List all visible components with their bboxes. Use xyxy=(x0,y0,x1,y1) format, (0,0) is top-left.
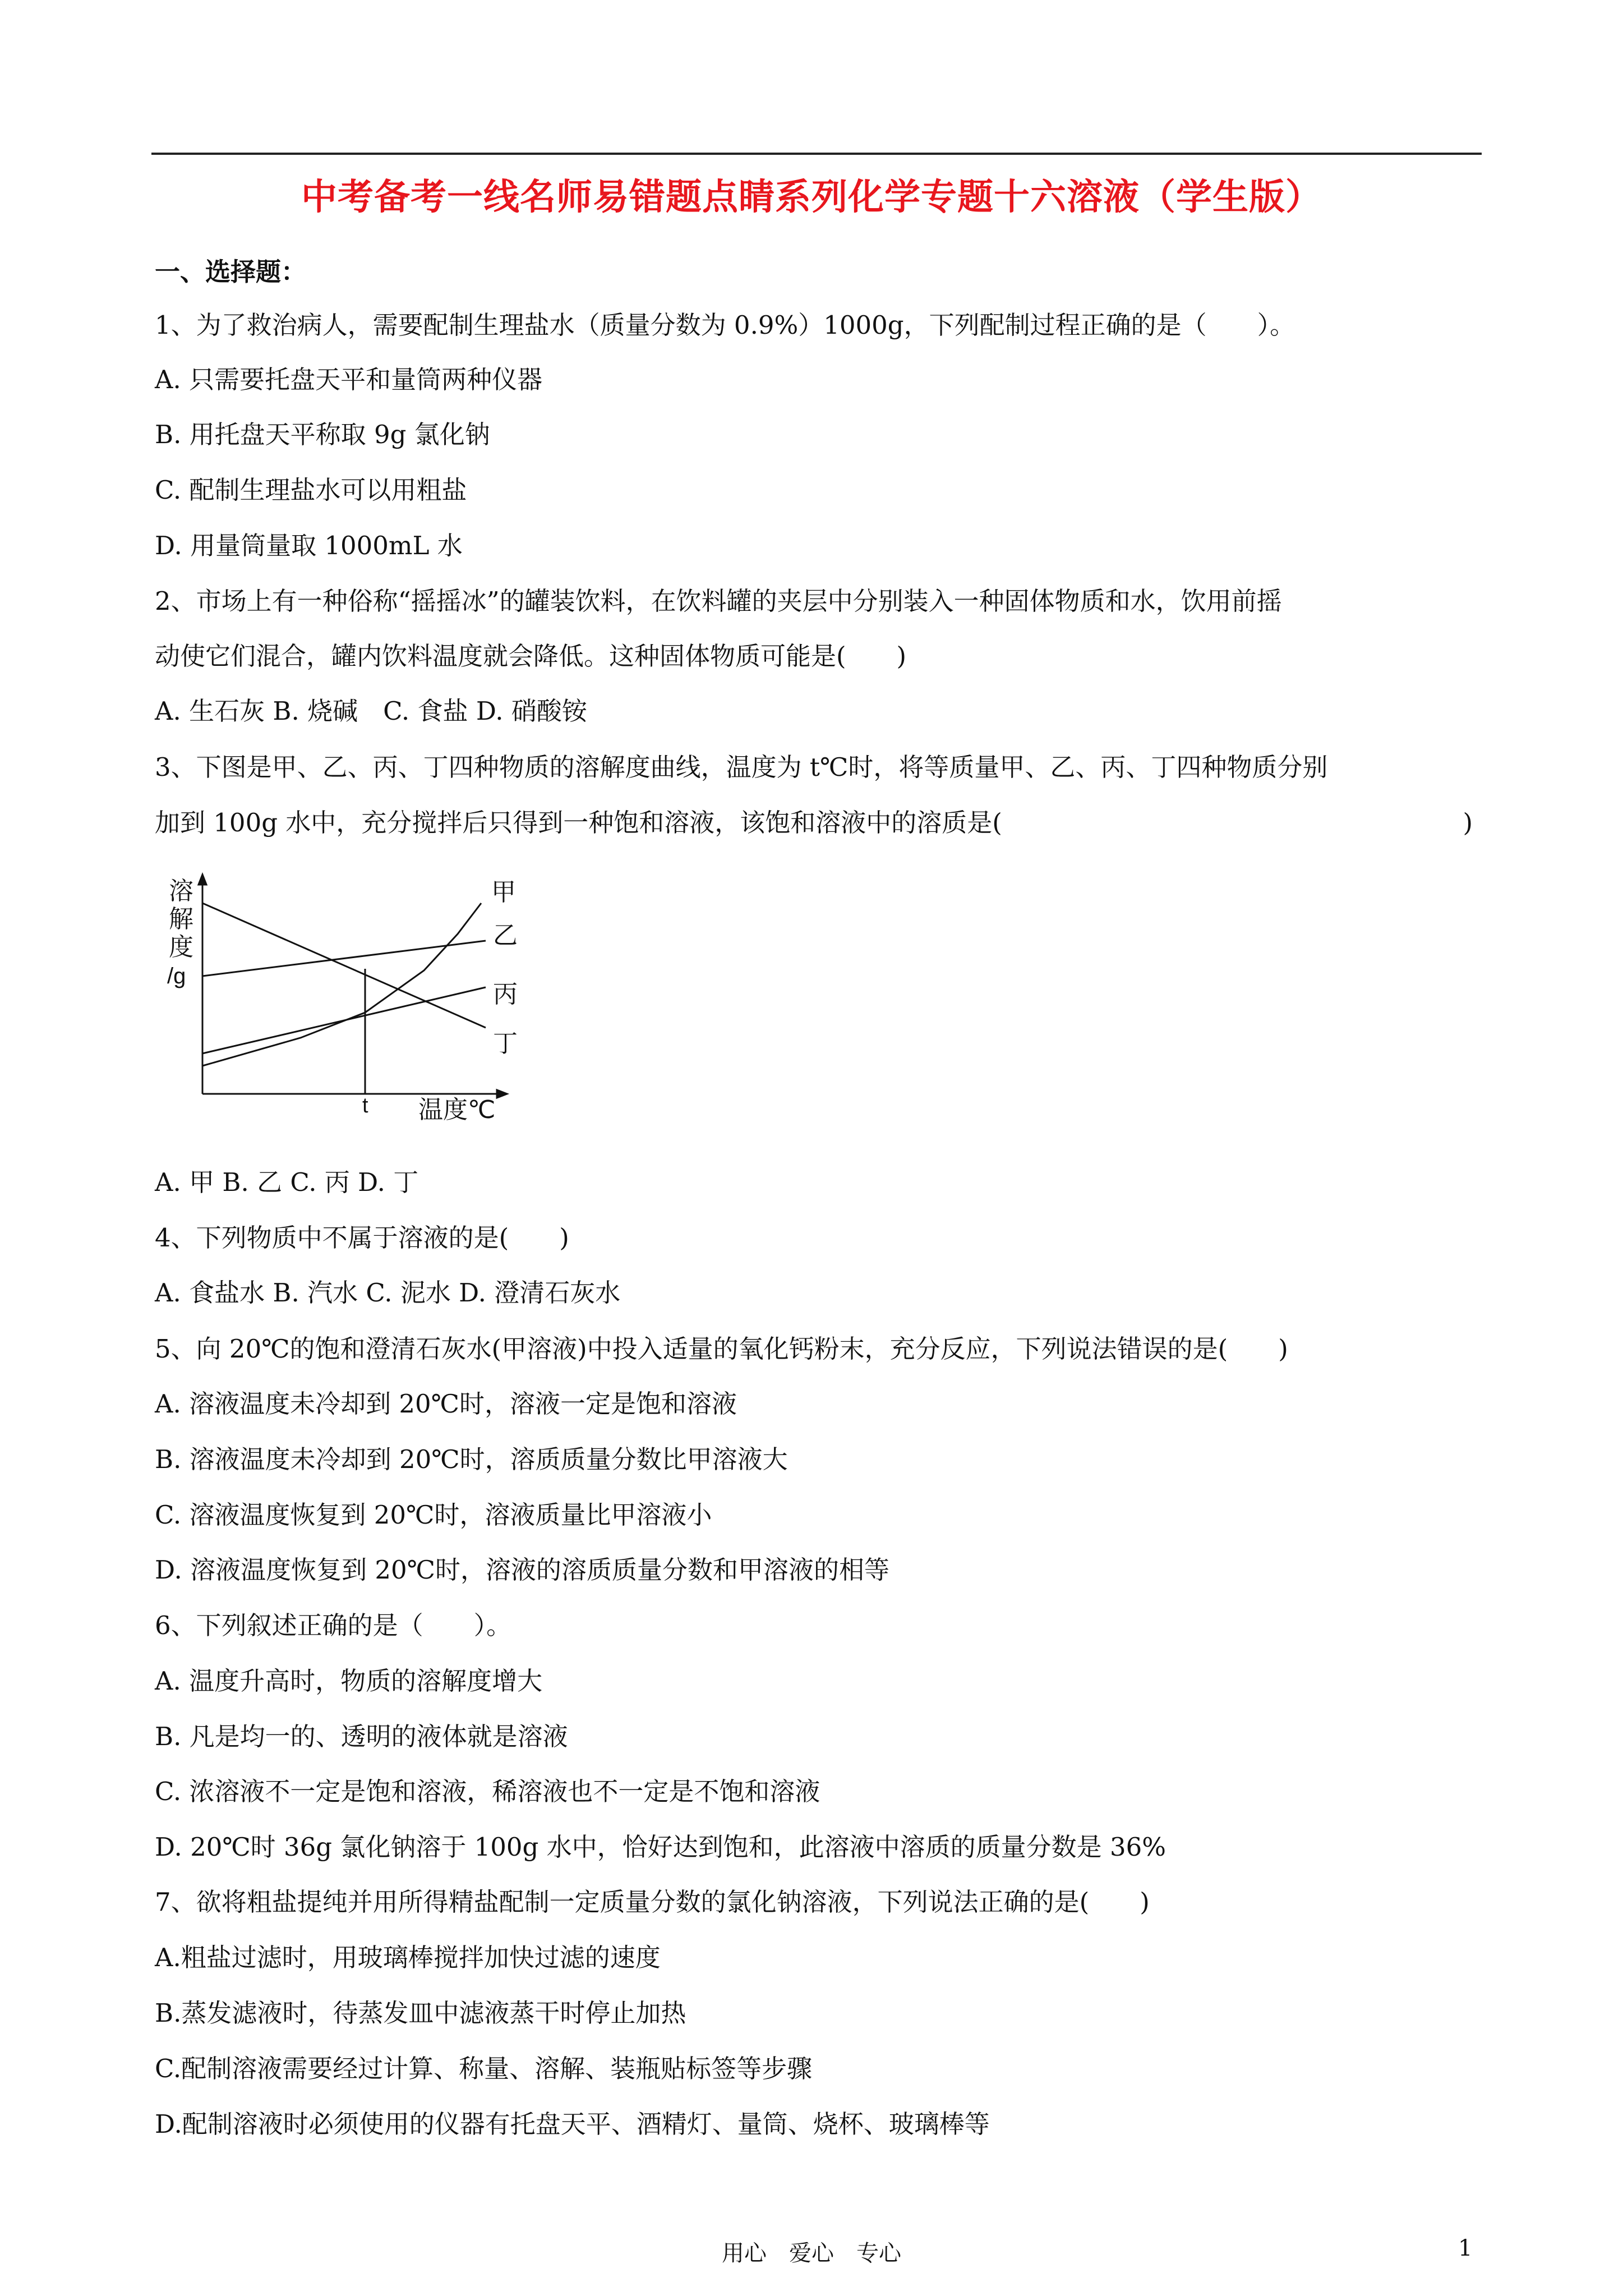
x-axis-label: 温度℃ xyxy=(418,1096,496,1124)
curve-ding xyxy=(202,987,486,1053)
q7-stem: 7、欲将粗盐提纯并用所得精盐配制一定质量分数的氯化钠溶液，下列说法正确的是( ) xyxy=(155,1887,1150,1917)
page-number: 1 xyxy=(1458,2235,1473,2261)
q1-option-b: B. 用托盘天平称取 9g 氯化钠 xyxy=(155,420,490,449)
header-rule xyxy=(151,153,1482,155)
curve-bing xyxy=(202,903,486,1028)
ylabel-char-1: 溶 xyxy=(169,877,193,905)
q4-options: A. 食盐水 B. 汽水 C. 泥水 D. 澄清石灰水 xyxy=(155,1278,621,1308)
q7-option-c: C.配制溶液需要经过计算、称量、溶解、装瓶贴标签等步骤 xyxy=(155,2054,813,2083)
ylabel-char-4: /g xyxy=(167,964,186,988)
q1-stem: 1、为了救治病人，需要配制生理盐水（质量分数为 0.9%）1000g，下列配制过程正确的是（ ）。 xyxy=(155,310,1295,340)
footer-motto: 用心 爱心 专心 xyxy=(722,2240,901,2266)
q6-option-d: D. 20℃时 36g 氯化钠溶于 100g 水中，恰好达到饱和，此溶液中溶质的质量分数是 36% xyxy=(155,1832,1166,1862)
q6-option-c: C. 浓溶液不一定是饱和溶液，稀溶液也不一定是不饱和溶液 xyxy=(155,1777,820,1806)
q3-stem-close: ) xyxy=(1463,808,1473,838)
curve-jia xyxy=(202,903,481,1066)
x-axis-arrow xyxy=(497,1090,507,1098)
curve-label-ding: 丁 xyxy=(493,1030,518,1057)
y-axis-arrow xyxy=(199,875,206,885)
ylabel-char-2: 解 xyxy=(169,905,193,933)
q6-option-b: B. 凡是均一的、透明的液体就是溶液 xyxy=(155,1722,568,1751)
q3-stem-line1: 3、下图是甲、乙、丙、丁四种物质的溶解度曲线，温度为 t℃时，将等质量甲、乙、丙、丁四种物质分别 xyxy=(155,752,1328,782)
q5-option-c: C. 溶液温度恢复到 20℃时，溶液质量比甲溶液小 xyxy=(155,1500,712,1530)
q5-option-b: B. 溶液温度未冷却到 20℃时，溶质质量分数比甲溶液大 xyxy=(155,1444,788,1474)
section-heading: 一、选择题： xyxy=(155,257,307,287)
q5-option-d: D. 溶液温度恢复到 20℃时，溶液的溶质质量分数和甲溶液的相等 xyxy=(155,1555,889,1585)
q6-option-a: A. 温度升高时，物质的溶解度增大 xyxy=(155,1666,543,1696)
q5-option-a: A. 溶液温度未冷却到 20℃时，溶液一定是饱和溶液 xyxy=(155,1389,737,1419)
q2-stem-line1: 2、市场上有一种俗称“摇摇冰”的罐装饮料，在饮料罐的夹层中分别装入一种固体物质和水，饮用前摇 xyxy=(155,586,1282,616)
curve-label-bing: 丙 xyxy=(493,981,518,1008)
ylabel-char-3: 度 xyxy=(169,933,193,961)
q7-option-a: A.粗盐过滤时，用玻璃棒搅拌加快过滤的速度 xyxy=(155,1943,661,1972)
q1-option-d: D. 用量筒量取 1000mL 水 xyxy=(155,531,463,560)
q3-stem-line2: 加到 100g 水中，充分搅拌后只得到一种饱和溶液，该饱和溶液中的溶质是( xyxy=(155,808,1002,838)
q7-option-d: D.配制溶液时必须使用的仪器有托盘天平、酒精灯、量筒、烧杯、玻璃棒等 xyxy=(155,2109,990,2139)
curve-label-jia: 甲 xyxy=(491,878,516,906)
q1-option-c: C. 配制生理盐水可以用粗盐 xyxy=(155,475,467,505)
q2-options: A. 生石灰 B. 烧碱 C. 食盐 D. 硝酸铵 xyxy=(155,696,587,726)
curve-label-yi: 乙 xyxy=(493,922,518,949)
solubility-curve-figure xyxy=(155,872,570,1153)
q5-stem: 5、向 20℃的饱和澄清石灰水(甲溶液)中投入适量的氧化钙粉末，充分反应，下列说法错误的是( ) xyxy=(155,1334,1288,1364)
document-title: 中考备考一线名师易错题点睛系列化学专题十六溶液（学生版） xyxy=(301,177,1322,218)
curve-yi xyxy=(202,941,486,976)
t-tick-label: t xyxy=(362,1094,368,1117)
q6-stem: 6、下列叙述正确的是（ ）。 xyxy=(155,1611,512,1640)
q2-stem-line2: 动使它们混合，罐内饮料温度就会降低。这种固体物质可能是( ) xyxy=(155,641,907,671)
q3-options: A. 甲 B. 乙 C. 丙 D. 丁 xyxy=(155,1167,419,1197)
q4-stem: 4、下列物质中不属于溶液的是( ) xyxy=(155,1223,569,1253)
q7-option-b: B.蒸发滤液时，待蒸发皿中滤液蒸干时停止加热 xyxy=(155,1998,686,2028)
q3-stem-line2-row xyxy=(155,806,1473,840)
q1-option-a: A. 只需要托盘天平和量筒两种仪器 xyxy=(155,365,543,394)
